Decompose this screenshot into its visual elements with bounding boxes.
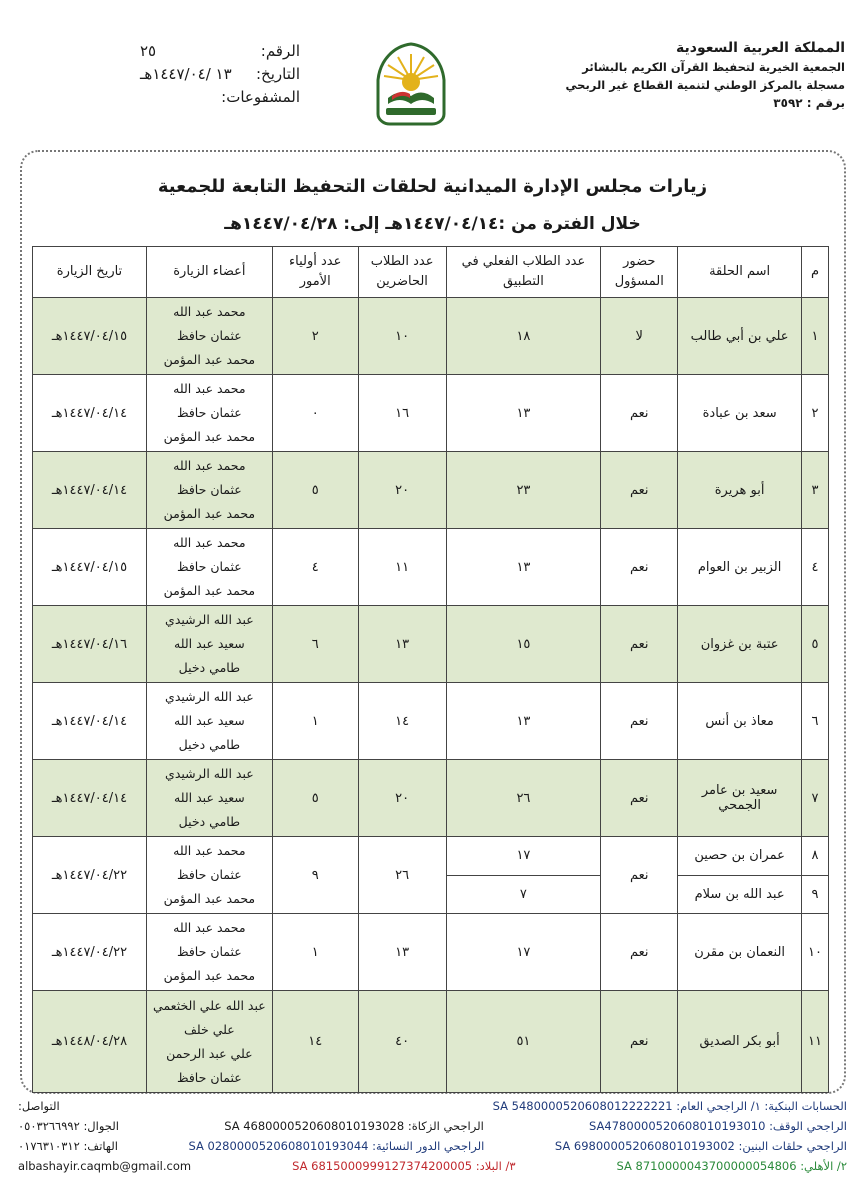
present-count: ٤٠ — [358, 991, 446, 1093]
bilad-iban: SA 6815000999127374200005 — [292, 1159, 473, 1173]
women-iban: SA 0280000520608010193044 — [188, 1139, 369, 1153]
phone-number: ٠١٧٦٣١٠٣١٢ — [18, 1139, 80, 1153]
header-visit-date: تاريخ الزيارة — [33, 247, 147, 298]
member-name: محمد عبد الله — [173, 304, 246, 319]
circle-name: علي بن أبي طالب — [678, 298, 802, 375]
zakat-label: الراجحي الزكاة: — [407, 1119, 484, 1133]
member-name: علي عبد الرحمن — [166, 1045, 253, 1061]
supervisor-attendance: نعم — [601, 837, 678, 914]
enrolled-count: ١٣ — [446, 375, 601, 452]
registration-value: ٣٥٩٢ — [773, 96, 803, 110]
circle-name: أبو هريرة — [678, 452, 802, 529]
mobile-label: الجوال: — [83, 1119, 119, 1133]
member-name: محمد عبد المؤمن — [163, 429, 256, 444]
visit-date: ١٤٤٧/٠٤/١٤هـ — [33, 375, 147, 452]
footer-row — [18, 1136, 847, 1156]
visit-date: ١٤٤٧/٠٤/١٤هـ — [33, 452, 147, 529]
member-name: محمد عبد المؤمن — [163, 352, 256, 367]
member-name: محمد عبد الله — [173, 535, 246, 550]
number-label: الرقم: — [260, 42, 300, 60]
member-name: محمد عبد الله — [173, 920, 246, 935]
enrolled-count: ١٥ — [446, 606, 601, 683]
organization-header — [525, 40, 845, 110]
zakat-iban: SA 4680000520608010193028 — [224, 1119, 405, 1133]
member-name: محمد عبد الله — [173, 843, 246, 858]
enrolled-count: ١٧ — [446, 914, 601, 991]
waqf-account — [589, 1116, 847, 1136]
header-members: أعضاء الزيارة — [146, 247, 272, 298]
ahli-label: ٢/ الأهلي: — [800, 1159, 847, 1173]
registration-label: برقم : — [806, 96, 845, 110]
parents-count: ١ — [272, 683, 358, 760]
table-row — [33, 529, 829, 606]
present-count: ١٦ — [358, 375, 446, 452]
circle-name: سعد بن عبادة — [678, 375, 802, 452]
enrolled-count: ٢٣ — [446, 452, 601, 529]
enrolled-count: ٧ — [446, 875, 601, 914]
member-name: عبد الله الرشيدي — [165, 766, 254, 781]
period-subtitle: خلال الفترة من :١٤٤٧/٠٤/١٤هـ إلى: ١٤٤٧/٠٤/٢٨هـ — [224, 214, 641, 234]
circle-name: أبو بكر الصديق — [678, 991, 802, 1093]
table-row — [33, 760, 829, 837]
registration-number — [525, 96, 845, 110]
visit-date: ١٤٤٨/٠٤/٢٨هـ — [33, 991, 147, 1093]
visit-date: ١٤٤٧/٠٤/١٦هـ — [33, 606, 147, 683]
member-name: محمد عبد المؤمن — [163, 583, 256, 598]
visits-table — [32, 246, 829, 1093]
footer-row — [18, 1116, 847, 1136]
parents-count: ٠ — [272, 375, 358, 452]
present-count: ٢٠ — [358, 452, 446, 529]
contact-email[interactable]: albashayir.caqmb@gmail.com — [18, 1159, 192, 1173]
supervisor-attendance: نعم — [601, 606, 678, 683]
member-name: عثمان حافظ — [176, 328, 242, 343]
association-name: الجمعية الخيرية لتحفيظ القرآن الكريم بالبشائر — [582, 60, 845, 74]
row-index: ٥ — [802, 606, 829, 683]
member-name: طامي دخيل — [178, 814, 241, 829]
member-name: محمد عبد المؤمن — [163, 506, 256, 521]
enrolled-count: ١٣ — [446, 529, 601, 606]
visit-date: ١٤٤٧/٠٤/٢٢هـ — [33, 914, 147, 991]
visit-date: ١٤٤٧/٠٤/٢٢هـ — [33, 837, 147, 914]
present-count: ١٠ — [358, 298, 446, 375]
supervisor-attendance: نعم — [601, 760, 678, 837]
date-value: ١٣ /١٤٤٧/٠٤هـ — [140, 65, 232, 83]
accounts-general — [493, 1096, 847, 1116]
row-index: ٣ — [802, 452, 829, 529]
bilad-label: ٣/ البلاد: — [475, 1159, 516, 1173]
member-name: سعيد عبد الله — [174, 636, 245, 651]
association-logo — [368, 40, 454, 130]
visit-members — [146, 991, 272, 1093]
women-account — [188, 1136, 484, 1156]
visit-date: ١٤٤٧/٠٤/١٥هـ — [33, 529, 147, 606]
waqf-iban: SA4780000520608010193010 — [589, 1119, 766, 1133]
row-index: ١ — [802, 298, 829, 375]
member-name: محمد عبد الله — [173, 458, 246, 473]
table-row — [33, 991, 829, 1093]
table-row — [33, 914, 829, 991]
table-row — [33, 837, 829, 876]
parents-count: ٥ — [272, 452, 358, 529]
table-row — [33, 452, 829, 529]
member-name: محمد عبد المؤمن — [163, 891, 256, 906]
table-header-row — [33, 247, 829, 298]
member-name: عبد الله الرشيدي — [165, 689, 254, 704]
circle-name: سعيد بن عامر الجمحي — [678, 760, 802, 837]
supervisor-attendance: نعم — [601, 529, 678, 606]
table-row — [33, 683, 829, 760]
member-name: عبد الله الرشيدي — [165, 612, 254, 627]
visit-members — [146, 683, 272, 760]
visit-members — [146, 529, 272, 606]
table-row — [33, 606, 829, 683]
visit-members — [146, 452, 272, 529]
row-index: ١٠ — [802, 914, 829, 991]
mobile-contact — [18, 1116, 119, 1136]
letter-reference — [140, 40, 300, 109]
row-index: ١١ — [802, 991, 829, 1093]
present-count: ٢٦ — [358, 837, 446, 914]
rajhi-general-iban: SA 5480000520608012222221 — [492, 1099, 673, 1113]
parents-count: ٤ — [272, 529, 358, 606]
circle-name: معاذ بن أنس — [678, 683, 802, 760]
circle-name: عتبة بن غزوان — [678, 606, 802, 683]
parents-count: ٢ — [272, 298, 358, 375]
registration-text: مسجلة بالمركز الوطني لتنمية القطاع غير الربحي — [565, 78, 845, 92]
circle-name: النعمان بن مقرن — [678, 914, 802, 991]
header-present: عدد الطلاب الحاضرين — [358, 247, 446, 298]
visit-members — [146, 606, 272, 683]
circle-name: عبد الله بن سلام — [678, 875, 802, 914]
page-footer — [18, 1096, 847, 1188]
member-name: محمد عبد الله — [173, 381, 246, 396]
table-row — [33, 298, 829, 375]
row-index: ٦ — [802, 683, 829, 760]
visit-members — [146, 914, 272, 991]
row-index: ٤ — [802, 529, 829, 606]
member-name: عثمان حافظ — [176, 867, 242, 882]
visit-members — [146, 298, 272, 375]
women-label: الراجحي الدور النسائية: — [372, 1139, 485, 1153]
waqf-label: الراجحي الوقف: — [769, 1119, 847, 1133]
visit-date: ١٤٤٧/٠٤/١٤هـ — [33, 760, 147, 837]
phone-contact — [18, 1136, 118, 1156]
member-name: سعيد عبد الله — [174, 790, 245, 805]
circle-name: عمران بن حصين — [678, 837, 802, 876]
visit-date: ١٤٤٧/٠٤/١٥هـ — [33, 298, 147, 375]
visit-members — [146, 760, 272, 837]
header-parents: عدد أولياء الأمور — [272, 247, 358, 298]
present-count: ١٣ — [358, 914, 446, 991]
row-index: ٨ — [802, 837, 829, 876]
footer-row — [18, 1156, 847, 1176]
row-index: ٢ — [802, 375, 829, 452]
member-name: عبد الله علي الخثعمي — [153, 997, 266, 1013]
row-index: ٩ — [802, 875, 829, 914]
enrolled-count: ١٨ — [446, 298, 601, 375]
parents-count: ١٤ — [272, 991, 358, 1093]
member-name: عثمان حافظ — [176, 1069, 242, 1085]
visit-date: ١٤٤٧/٠٤/١٤هـ — [33, 683, 147, 760]
enrolled-count: ١٧ — [446, 837, 601, 876]
header-index: م — [802, 247, 829, 298]
page-title: زيارات مجلس الإدارة الميدانية لحلقات التحفيظ التابعة للجمعية — [157, 176, 708, 197]
member-name: طامي دخيل — [178, 660, 241, 675]
visit-members — [146, 375, 272, 452]
bilad-account — [292, 1156, 515, 1176]
boys-iban: SA 6980000520608010193002 — [554, 1139, 735, 1153]
attachments-label: المشفوعات: — [221, 88, 300, 106]
parents-count: ٥ — [272, 760, 358, 837]
supervisor-attendance: نعم — [601, 452, 678, 529]
number-value: ٢٥ — [140, 42, 157, 60]
member-name: طامي دخيل — [178, 737, 241, 752]
member-name: سعيد عبد الله — [174, 713, 245, 728]
parents-count: ٩ — [272, 837, 358, 914]
header-attendance: حضور المسؤول — [601, 247, 678, 298]
header-circle-name: اسم الحلقة — [678, 247, 802, 298]
attachments-row — [140, 86, 300, 109]
present-count: ١١ — [358, 529, 446, 606]
phone-label: الهاتف: — [83, 1139, 118, 1153]
mobile-number: ٠٥٠٣٢٦٦٩٩٢ — [18, 1119, 80, 1133]
parents-count: ٦ — [272, 606, 358, 683]
present-count: ٢٠ — [358, 760, 446, 837]
enrolled-count: ١٣ — [446, 683, 601, 760]
row-index: ٧ — [802, 760, 829, 837]
ahli-account — [617, 1156, 847, 1176]
parents-count: ١ — [272, 914, 358, 991]
present-count: ١٣ — [358, 606, 446, 683]
enrolled-count: ٢٦ — [446, 760, 601, 837]
present-count: ١٤ — [358, 683, 446, 760]
member-name: علي خلف — [183, 1021, 235, 1037]
member-name: عثمان حافظ — [176, 482, 242, 497]
member-name: محمد عبد المؤمن — [163, 968, 256, 983]
circle-name: الزبير بن العوام — [678, 529, 802, 606]
header-enrolled: عدد الطلاب الفعلي في التطبيق — [446, 247, 601, 298]
boys-label: الراجحي حلقات البنين: — [738, 1139, 847, 1153]
supervisor-attendance: نعم — [601, 683, 678, 760]
footer-row — [18, 1096, 847, 1116]
supervisor-attendance: نعم — [601, 991, 678, 1093]
contact-label: التواصل: — [18, 1099, 60, 1113]
reference-date-row — [140, 63, 300, 86]
table-row — [33, 375, 829, 452]
date-label: التاريخ: — [256, 65, 300, 83]
accounts-label: الحسابات البنكية: ١/ الراجحي العام: — [676, 1099, 847, 1113]
supervisor-attendance: نعم — [601, 914, 678, 991]
reference-number-row — [140, 40, 300, 63]
member-name: عثمان حافظ — [176, 944, 242, 959]
supervisor-attendance: لا — [601, 298, 678, 375]
enrolled-count: ٥١ — [446, 991, 601, 1093]
visit-members — [146, 837, 272, 914]
ahli-iban: SA 8710000043700000054806 — [616, 1159, 797, 1173]
supervisor-attendance: نعم — [601, 375, 678, 452]
boys-account — [555, 1136, 847, 1156]
member-name: عثمان حافظ — [176, 559, 242, 574]
zakat-account — [224, 1116, 484, 1136]
member-name: عثمان حافظ — [176, 405, 242, 420]
kingdom-name: المملكة العربية السعودية — [676, 40, 845, 56]
